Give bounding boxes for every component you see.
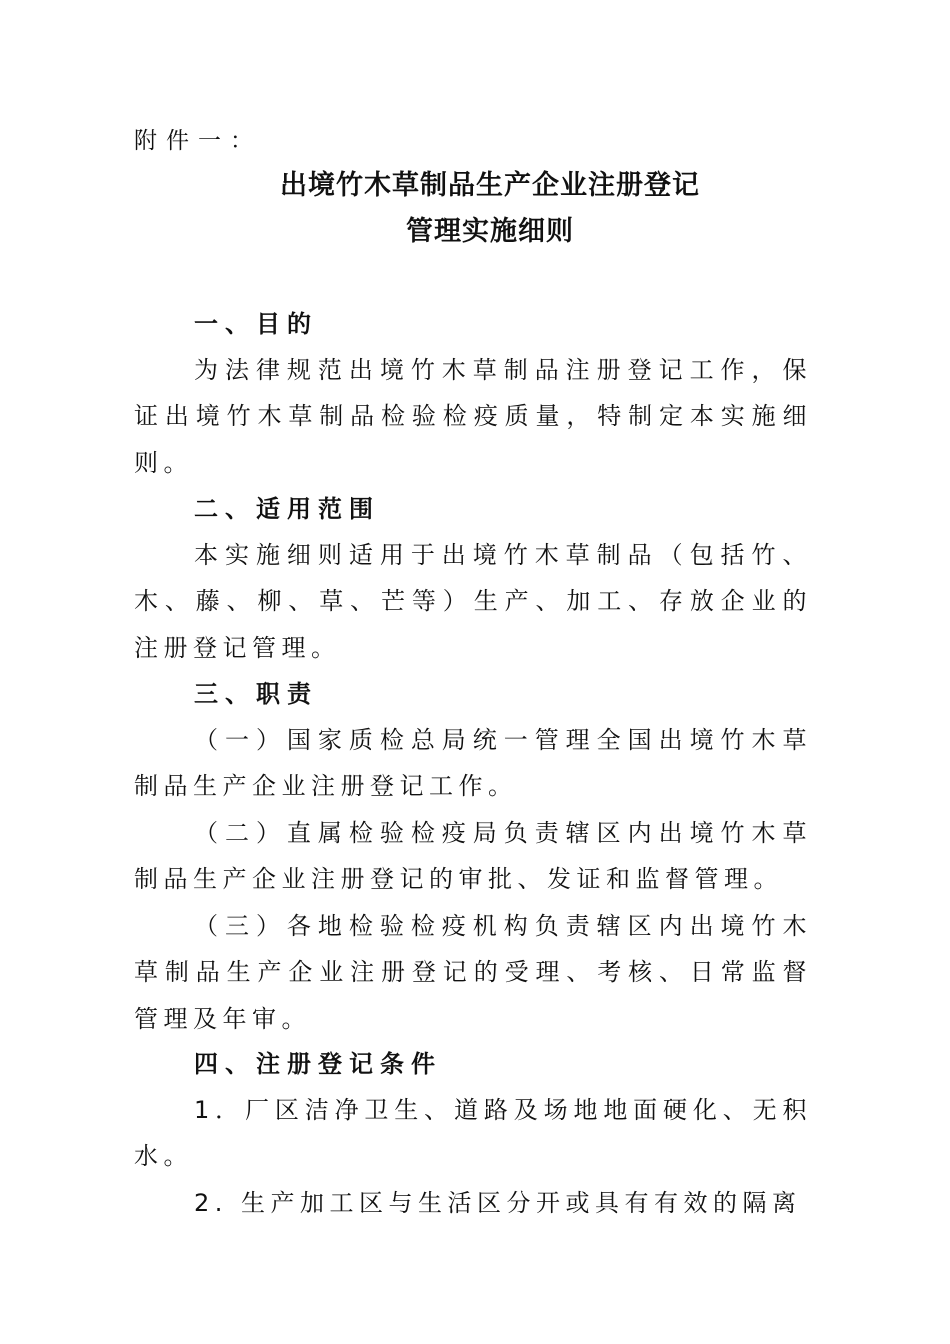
paragraph-purpose: 为法律规范出境竹木草制品注册登记工作，保证出境竹木草制品检验检疫质量，特制定本实施细则。 <box>134 356 812 477</box>
section-heading-conditions: 四、注册登记条件 <box>194 1050 442 1078</box>
paragraph-duty-1: （一）国家质检总局统一管理全国出境竹木草制品生产企业注册登记工作。 <box>134 726 812 801</box>
paragraph-condition-1: 1．厂区洁净卫生、道路及场地地面硬化、无积水。 <box>134 1096 812 1171</box>
document-title-line2: 管理实施细则 <box>406 216 574 247</box>
document-title-line1: 出境竹木草制品生产企业注册登记 <box>280 170 700 201</box>
paragraph-condition-2: 2. 生产加工区与生活区分开或具有有效的隔离 <box>194 1189 802 1217</box>
section-heading-purpose: 一、目的 <box>194 310 318 338</box>
paragraph-scope: 本实施细则适用于出境竹木草制品（包括竹、木、藤、柳、草、芒等）生产、加工、存放企业的注册登记管理。 <box>134 541 812 662</box>
section-heading-scope: 二、适用范围 <box>194 495 380 523</box>
paragraph-duty-3: （三）各地检验检疫机构负责辖区内出境竹木草制品生产企业注册登记的受理、考核、日常监督管理及年审。 <box>134 912 812 1033</box>
attachment-label: 附件一： <box>134 128 262 154</box>
section-heading-duties: 三、职责 <box>194 680 318 708</box>
paragraph-duty-2: （二）直属检验检疫局负责辖区内出境竹木草制品生产企业注册登记的审批、发证和监督管理。 <box>134 819 812 894</box>
